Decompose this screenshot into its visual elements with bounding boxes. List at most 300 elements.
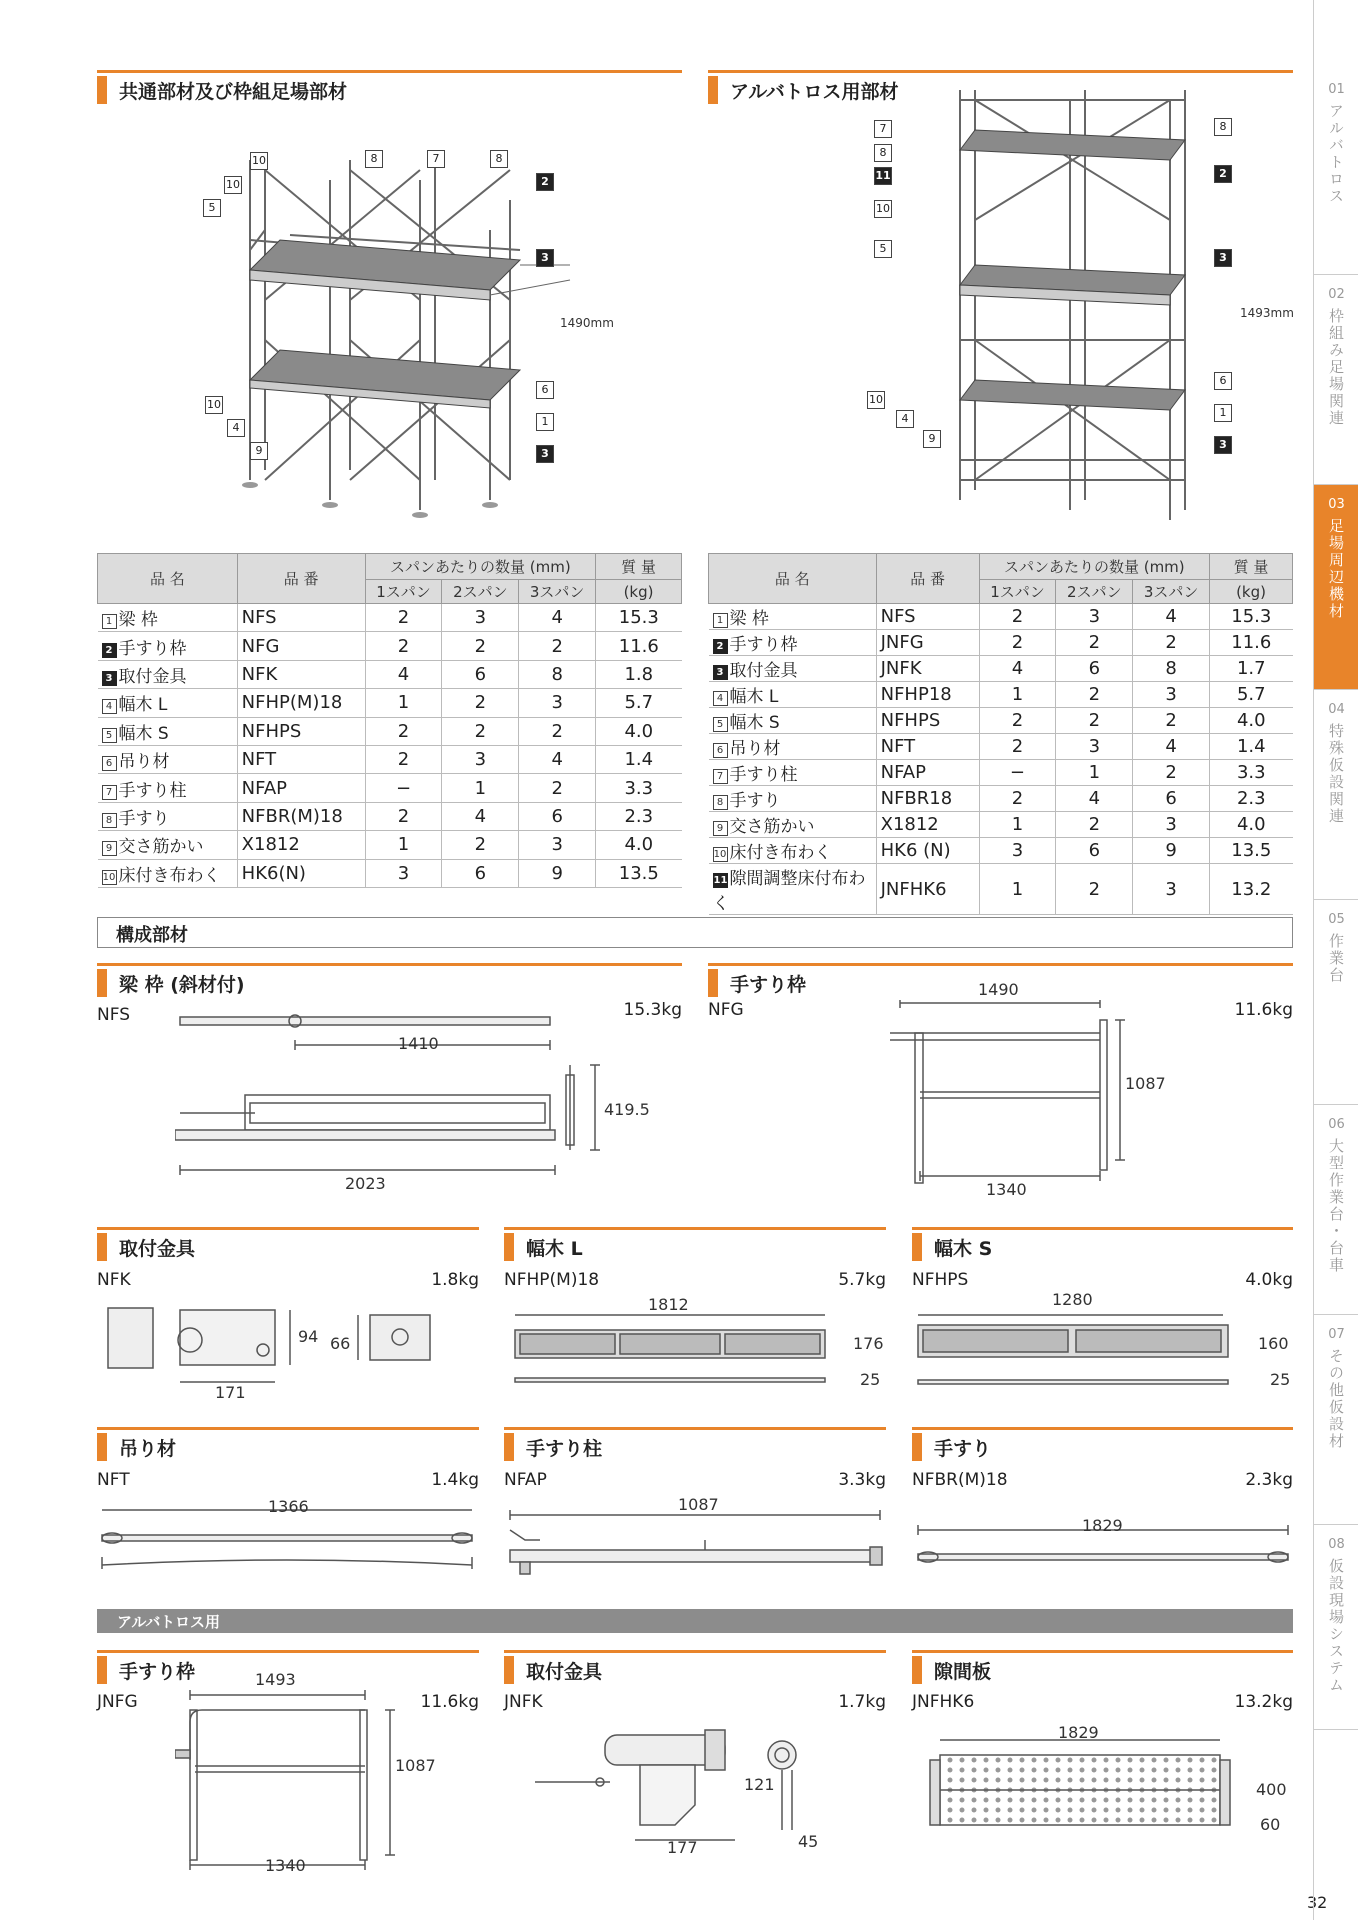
cell-name xyxy=(709,604,877,630)
part-title: 手すり枠 xyxy=(119,1661,196,1683)
cell-weight: 1.8 xyxy=(596,660,682,688)
callout-5: 5 xyxy=(203,199,221,217)
part-code: NFK xyxy=(97,1270,131,1290)
cell-code: X1812 xyxy=(237,831,365,859)
part-weight: 13.2kg xyxy=(1234,1692,1293,1712)
dim: 1829 xyxy=(1058,1723,1099,1742)
sidebar-tab-04[interactable] xyxy=(1314,690,1358,900)
item-number-badge: 9 xyxy=(102,841,117,856)
cell-span2: 2 xyxy=(1056,864,1133,915)
dim: 1280 xyxy=(1052,1290,1093,1309)
cell-span3: 2 xyxy=(519,774,596,802)
tab-number: 05 xyxy=(1328,912,1345,927)
spec-table-common xyxy=(97,553,682,888)
table-row xyxy=(709,708,1293,734)
cell-name xyxy=(98,632,238,660)
dim: 171 xyxy=(215,1383,246,1402)
item-name: 梁 枠 xyxy=(118,610,158,631)
th-name: 品 名 xyxy=(98,554,238,604)
part-title: 幅木 L xyxy=(526,1238,583,1260)
item-number-badge: 1 xyxy=(102,614,117,629)
callout-10: 10 xyxy=(205,396,223,414)
cell-span3: 2 xyxy=(1133,630,1210,656)
cell-span3: 2 xyxy=(1133,708,1210,734)
part-title: 隙間板 xyxy=(934,1661,992,1683)
item-number-badge: 2 xyxy=(713,639,728,654)
components-title: 構成部材 xyxy=(116,925,188,946)
cell-name xyxy=(709,812,877,838)
cell-code: JNFG xyxy=(876,630,979,656)
cell-code: NFS xyxy=(876,604,979,630)
dim: 25 xyxy=(860,1370,881,1389)
cell-span1: 1 xyxy=(365,689,442,717)
callout-10: 10 xyxy=(874,200,892,218)
part-weight: 2.3kg xyxy=(1245,1470,1293,1490)
cell-name xyxy=(98,831,238,859)
part-code: JNFK xyxy=(504,1692,543,1712)
item-name: 手すり xyxy=(729,791,781,811)
item-name: 幅木 L xyxy=(729,687,779,707)
cell-name xyxy=(709,864,877,915)
table-row xyxy=(98,604,682,632)
th-span2: 2スパン xyxy=(1056,580,1133,604)
dim: 1829 xyxy=(1082,1516,1123,1535)
sidebar-tab-03[interactable] xyxy=(1314,485,1358,690)
part-header-nfbr xyxy=(912,1427,1293,1461)
item-name: 手すり枠 xyxy=(729,635,798,655)
cell-code: NFK xyxy=(237,660,365,688)
cell-name xyxy=(709,760,877,786)
part-title: 幅木 S xyxy=(934,1238,993,1260)
cell-span3: 6 xyxy=(519,802,596,830)
cell-span3: 2 xyxy=(519,717,596,745)
cell-span2: 6 xyxy=(1056,656,1133,682)
item-number-badge: 1 xyxy=(713,613,728,628)
tab-label: 大型作業台・台車 xyxy=(1327,1138,1345,1274)
albatross-band-label: アルバトロス用 xyxy=(117,1613,221,1631)
item-name: 隙間調整床付布わく xyxy=(712,869,866,914)
cell-span1: − xyxy=(365,774,442,802)
cell-code: HK6 (N) xyxy=(876,838,979,864)
tab-label: アルバトロス xyxy=(1327,103,1345,205)
dim: 419.5 xyxy=(604,1100,650,1119)
part-header-jnfhk xyxy=(912,1650,1293,1684)
cell-span3: 2 xyxy=(1133,760,1210,786)
part-weight: 15.3kg xyxy=(623,1000,682,1020)
th-span1: 1スパン xyxy=(979,580,1056,604)
cell-code: HK6(N) xyxy=(237,859,365,887)
item-name: 取付金具 xyxy=(118,666,187,687)
cell-span1: 1 xyxy=(365,831,442,859)
item-number-badge: 10 xyxy=(102,871,116,883)
th-span3: 3スパン xyxy=(519,580,596,604)
scaffold-diagram-common xyxy=(190,140,630,520)
table-row xyxy=(709,734,1293,760)
cell-span2: 1 xyxy=(1056,760,1133,786)
sidebar-tab-01[interactable] xyxy=(1314,70,1358,275)
cell-code: NFAP xyxy=(237,774,365,802)
tab-label: 作業台 xyxy=(1327,933,1345,984)
part-code: NFBR(M)18 xyxy=(912,1470,1008,1490)
cell-span2: 2 xyxy=(1056,812,1133,838)
cell-code: NFAP xyxy=(876,760,979,786)
cell-weight: 11.6 xyxy=(596,632,682,660)
th-code: 品 番 xyxy=(237,554,365,604)
cell-span2: 2 xyxy=(442,717,519,745)
cell-span2: 4 xyxy=(1056,786,1133,812)
part-code: JNFG xyxy=(97,1692,138,1712)
tab-number: 07 xyxy=(1328,1327,1345,1342)
scaffold-diagram-albatross xyxy=(900,80,1220,520)
part-weight: 11.6kg xyxy=(1234,1000,1293,1020)
cell-span3: 8 xyxy=(1133,656,1210,682)
cell-span2: 3 xyxy=(442,604,519,632)
part-weight: 5.7kg xyxy=(838,1270,886,1290)
cell-span2: 6 xyxy=(1056,838,1133,864)
sidebar-tab-08[interactable] xyxy=(1314,1525,1358,1730)
dim: 2023 xyxy=(345,1174,386,1193)
cell-name xyxy=(98,774,238,802)
cell-span1: 2 xyxy=(365,802,442,830)
dim: 1812 xyxy=(648,1295,689,1314)
cell-span3: 4 xyxy=(1133,604,1210,630)
cell-span2: 6 xyxy=(442,859,519,887)
part-weight: 1.4kg xyxy=(431,1470,479,1490)
item-name: 吊り材 xyxy=(118,752,170,773)
tab-number: 08 xyxy=(1328,1537,1345,1552)
table-row xyxy=(709,786,1293,812)
dim: 1493 xyxy=(255,1670,296,1689)
callout-8: 8 xyxy=(365,150,383,168)
item-name: 交さ筋かい xyxy=(729,817,815,837)
cell-span1: 2 xyxy=(979,786,1056,812)
item-number-badge: 2 xyxy=(102,643,117,658)
item-name: 手すり xyxy=(118,808,170,829)
dim: 45 xyxy=(798,1832,819,1851)
dim: 94 xyxy=(298,1327,319,1346)
part-header-nft xyxy=(97,1427,479,1461)
dim: 1087 xyxy=(1125,1074,1166,1093)
part-weight: 1.7kg xyxy=(838,1692,886,1712)
components-heading-box xyxy=(97,917,1293,948)
part-header-nfhpm xyxy=(504,1227,886,1261)
part-header-nfhps xyxy=(912,1227,1293,1261)
cell-span1: 2 xyxy=(979,630,1056,656)
part-header-nfap xyxy=(504,1427,886,1461)
callout-2: 2 xyxy=(1214,165,1232,183)
callout-7: 7 xyxy=(427,150,445,168)
cell-span1: 2 xyxy=(979,734,1056,760)
cell-span2: 2 xyxy=(442,689,519,717)
item-number-badge: 10 xyxy=(713,849,727,860)
cell-name xyxy=(98,660,238,688)
cell-span1: 2 xyxy=(365,745,442,773)
part-code: NFS xyxy=(97,1005,130,1025)
part-code: NFT xyxy=(97,1470,130,1490)
cell-span2: 2 xyxy=(442,831,519,859)
cell-name xyxy=(709,838,877,864)
cell-code: NFS xyxy=(237,604,365,632)
cell-weight: 1.4 xyxy=(596,745,682,773)
cell-span1: 2 xyxy=(979,708,1056,734)
jnfg-drawing xyxy=(175,1690,415,1875)
cell-span1: 2 xyxy=(365,717,442,745)
cell-span3: 3 xyxy=(1133,864,1210,915)
th-name: 品 名 xyxy=(709,554,877,604)
callout-3: 3 xyxy=(536,445,554,463)
cell-weight: 1.7 xyxy=(1210,656,1293,682)
tab-number: 06 xyxy=(1328,1117,1345,1132)
callout-11: 11 xyxy=(874,167,892,185)
cell-span1: 3 xyxy=(365,859,442,887)
nfhps-drawing xyxy=(913,1310,1243,1400)
th-weight: 質 量 xyxy=(596,554,682,580)
item-name: 幅木 L xyxy=(118,695,168,716)
tab-label: 仮設現場システム xyxy=(1327,1558,1345,1694)
callout-10: 10 xyxy=(867,391,885,409)
dim: 66 xyxy=(330,1334,351,1353)
item-name: 交さ筋かい xyxy=(118,837,204,858)
item-name: 幅木 S xyxy=(729,713,780,733)
cell-span2: 2 xyxy=(1056,630,1133,656)
cell-weight: 11.6 xyxy=(1210,630,1293,656)
table-row xyxy=(98,774,682,802)
callout-2: 2 xyxy=(536,173,554,191)
item-number-badge: 5 xyxy=(713,717,728,732)
tab-label: その他仮設材 xyxy=(1327,1348,1345,1450)
sidebar-tab-07[interactable] xyxy=(1314,1315,1358,1525)
callout-4: 4 xyxy=(227,419,245,437)
th-weight: 質 量 xyxy=(1210,554,1293,580)
callout-4: 4 xyxy=(896,410,914,428)
cell-span2: 6 xyxy=(442,660,519,688)
callout-8: 8 xyxy=(1214,118,1232,136)
item-number-badge: 9 xyxy=(713,821,728,836)
callout-6: 6 xyxy=(1214,372,1232,390)
section-title: アルバトロス用部材 xyxy=(730,81,899,103)
tab-label: 足場周辺機材 xyxy=(1327,518,1345,620)
cell-span2: 3 xyxy=(442,745,519,773)
tab-number: 01 xyxy=(1328,82,1345,97)
callout-10: 10 xyxy=(250,152,268,170)
cell-span1: 4 xyxy=(365,660,442,688)
dim: 176 xyxy=(853,1334,884,1353)
th-span2: 2スパン xyxy=(442,580,519,604)
dim: 1087 xyxy=(395,1756,436,1775)
part-header-jnfk xyxy=(504,1650,886,1684)
jnfhk-drawing xyxy=(920,1735,1240,1845)
table-row xyxy=(709,604,1293,630)
item-number-badge: 3 xyxy=(713,665,728,680)
item-number-badge: 8 xyxy=(713,795,728,810)
table-row xyxy=(709,760,1293,786)
cell-weight: 13.5 xyxy=(596,859,682,887)
cell-name xyxy=(709,708,877,734)
part-code: NFG xyxy=(708,1000,744,1020)
part-code: NFHP(M)18 xyxy=(504,1270,600,1290)
cell-span3: 4 xyxy=(519,604,596,632)
cell-weight: 3.3 xyxy=(1210,760,1293,786)
th-span3: 3スパン xyxy=(1133,580,1210,604)
item-name: 吊り材 xyxy=(729,739,781,759)
cell-weight: 1.4 xyxy=(1210,734,1293,760)
cell-weight: 4.0 xyxy=(596,717,682,745)
callout-5: 5 xyxy=(874,240,892,258)
item-name: 梁 枠 xyxy=(729,609,769,629)
table-row xyxy=(98,831,682,859)
th-qty: スパンあたりの数量 (mm) xyxy=(365,554,595,580)
cell-weight: 13.5 xyxy=(1210,838,1293,864)
item-name: 幅木 S xyxy=(118,723,169,744)
item-number-badge: 7 xyxy=(713,769,728,784)
cell-span2: 2 xyxy=(1056,682,1133,708)
part-title: 吊り材 xyxy=(119,1438,177,1460)
cell-code: NFBR18 xyxy=(876,786,979,812)
item-name: 床付き布わく xyxy=(729,843,832,863)
callout-9: 9 xyxy=(923,430,941,448)
cell-span1: 1 xyxy=(979,682,1056,708)
part-title: 取付金具 xyxy=(119,1238,196,1260)
part-code: NFHPS xyxy=(912,1270,969,1290)
callout-3: 3 xyxy=(1214,436,1232,454)
cell-code: NFG xyxy=(237,632,365,660)
cell-weight: 2.3 xyxy=(1210,786,1293,812)
callout-8: 8 xyxy=(874,144,892,162)
dim: 177 xyxy=(667,1838,698,1857)
nfap-drawing xyxy=(505,1505,890,1585)
cell-span2: 2 xyxy=(442,632,519,660)
cell-weight: 4.0 xyxy=(1210,812,1293,838)
callout-8: 8 xyxy=(490,150,508,168)
cell-name xyxy=(98,802,238,830)
part-header-nfs xyxy=(97,963,682,997)
callout-1: 1 xyxy=(536,413,554,431)
dim: 121 xyxy=(744,1775,775,1794)
page-number: 32 xyxy=(1307,1893,1328,1912)
cell-code: NFT xyxy=(237,745,365,773)
spec-table-albatross xyxy=(708,553,1293,915)
part-weight: 4.0kg xyxy=(1245,1270,1293,1290)
item-number-badge: 4 xyxy=(713,691,728,706)
table-row xyxy=(709,656,1293,682)
table-row xyxy=(98,802,682,830)
cell-span1: 3 xyxy=(979,838,1056,864)
tab-label: 枠組み足場関連 xyxy=(1327,308,1345,427)
item-number-badge: 6 xyxy=(102,756,117,771)
table-row xyxy=(709,838,1293,864)
cell-span3: 9 xyxy=(519,859,596,887)
sidebar-tab-06[interactable] xyxy=(1314,1105,1358,1315)
part-code: NFAP xyxy=(504,1470,547,1490)
cell-code: NFBR(M)18 xyxy=(237,802,365,830)
cell-weight: 13.2 xyxy=(1210,864,1293,915)
cell-span1: 1 xyxy=(979,864,1056,915)
cell-name xyxy=(98,689,238,717)
item-number-badge: 7 xyxy=(102,785,117,800)
cell-span1: 2 xyxy=(365,604,442,632)
nfk-drawing xyxy=(100,1300,480,1400)
jnfk-drawing xyxy=(530,1720,850,1850)
cell-code: NFHPS xyxy=(237,717,365,745)
nfg-drawing xyxy=(880,1000,1140,1190)
table-row xyxy=(98,632,682,660)
item-name: 手すり柱 xyxy=(118,780,187,801)
cell-span2: 3 xyxy=(1056,604,1133,630)
cell-name xyxy=(709,786,877,812)
cell-span1: 1 xyxy=(979,812,1056,838)
table-row xyxy=(98,660,682,688)
table-row xyxy=(98,717,682,745)
table-row xyxy=(98,745,682,773)
callout-9: 9 xyxy=(250,442,268,460)
cell-name xyxy=(709,734,877,760)
dim: 1340 xyxy=(986,1180,1027,1199)
callout-1: 1 xyxy=(1214,404,1232,422)
cell-span1: 2 xyxy=(365,632,442,660)
table-row xyxy=(98,859,682,887)
cell-name xyxy=(709,656,877,682)
dim: 1490 xyxy=(978,980,1019,999)
item-number-badge: 11 xyxy=(713,875,728,886)
cell-code: NFT xyxy=(876,734,979,760)
dim-width-albatross: 1493mm xyxy=(1240,306,1294,320)
albatross-band xyxy=(97,1609,1293,1633)
dim: 160 xyxy=(1258,1334,1289,1353)
sidebar-tab-02[interactable] xyxy=(1314,275,1358,485)
part-title: 手すり枠 xyxy=(730,974,807,996)
cell-name xyxy=(98,604,238,632)
sidebar-tab-05[interactable] xyxy=(1314,900,1358,1105)
tab-number: 02 xyxy=(1328,287,1345,302)
th-weight-unit: (kg) xyxy=(1210,580,1293,604)
cell-span3: 4 xyxy=(1133,734,1210,760)
section-header-common xyxy=(97,70,682,104)
dim: 60 xyxy=(1260,1815,1281,1834)
dim-width-common: 1490mm xyxy=(560,316,614,330)
cell-span2: 2 xyxy=(1056,708,1133,734)
cell-code: NFHP18 xyxy=(876,682,979,708)
cell-span3: 4 xyxy=(519,745,596,773)
table-row xyxy=(709,682,1293,708)
item-name: 取付金具 xyxy=(729,661,798,681)
item-number-badge: 8 xyxy=(102,813,117,828)
tab-number: 04 xyxy=(1328,702,1345,717)
cell-weight: 15.3 xyxy=(1210,604,1293,630)
cell-code: JNFHK6 xyxy=(876,864,979,915)
cell-span3: 3 xyxy=(1133,682,1210,708)
cell-weight: 3.3 xyxy=(596,774,682,802)
part-title: 手すり柱 xyxy=(526,1438,603,1460)
table-row xyxy=(709,812,1293,838)
item-name: 床付き布わく xyxy=(118,865,221,886)
cell-name xyxy=(98,859,238,887)
cell-span3: 3 xyxy=(1133,812,1210,838)
cell-span1: 2 xyxy=(979,604,1056,630)
callout-3: 3 xyxy=(536,249,554,267)
cell-code: X1812 xyxy=(876,812,979,838)
part-weight: 1.8kg xyxy=(431,1270,479,1290)
part-title: 手すり xyxy=(934,1438,992,1460)
item-number-badge: 6 xyxy=(713,743,728,758)
table-row xyxy=(709,864,1293,915)
cell-weight: 5.7 xyxy=(1210,682,1293,708)
cell-weight: 15.3 xyxy=(596,604,682,632)
cell-code: NFHPS xyxy=(876,708,979,734)
item-name: 手すり柱 xyxy=(729,765,798,785)
cell-span3: 3 xyxy=(519,689,596,717)
cell-span3: 3 xyxy=(519,831,596,859)
cell-span3: 6 xyxy=(1133,786,1210,812)
